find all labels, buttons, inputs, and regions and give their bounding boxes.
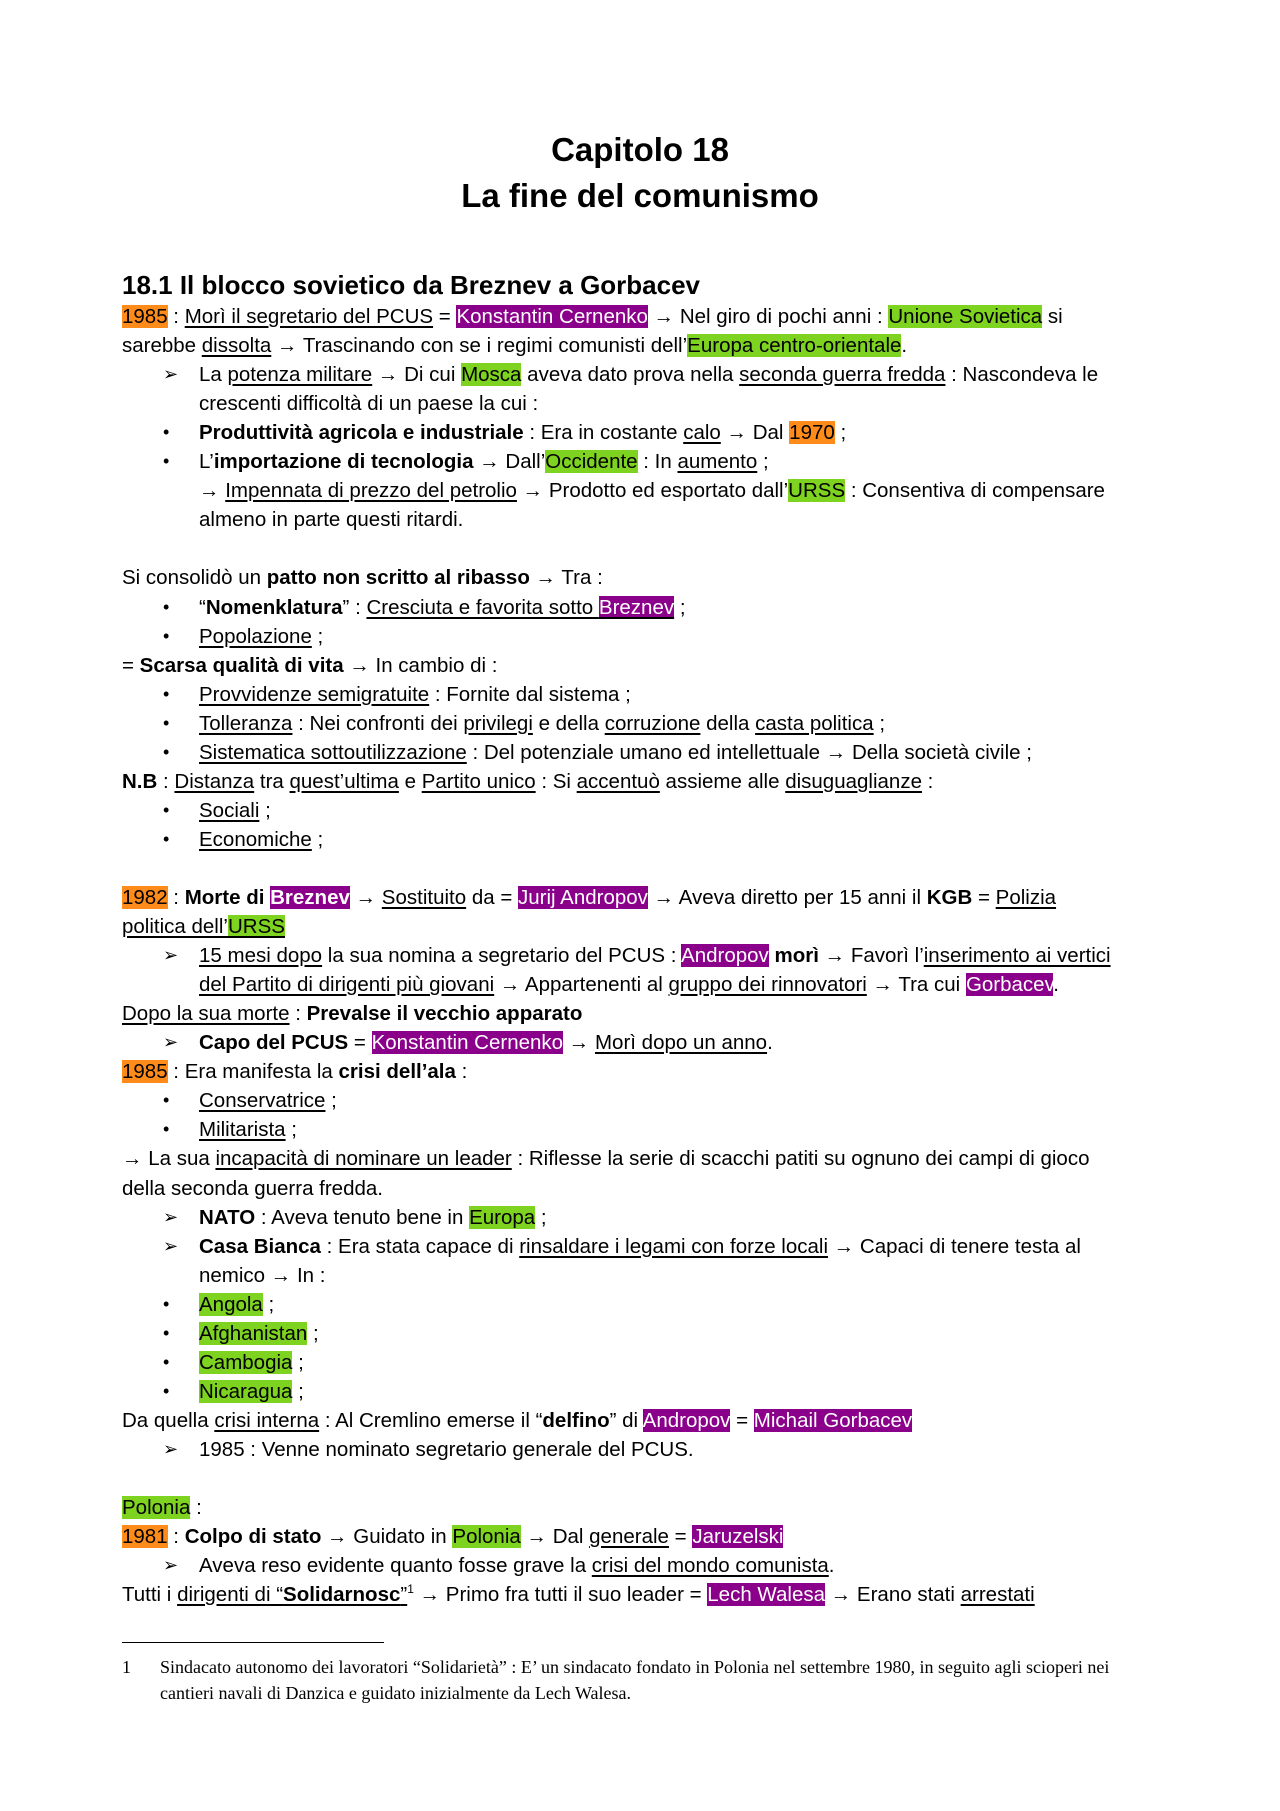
bullet-marker: • <box>163 683 170 704</box>
text-line: del Partito di dirigenti più giovani → Appartenenti al gruppo dei rinnovatori → Tra cui Gorbacev. <box>199 973 1059 997</box>
text-line: 1985 : Era manifesta la crisi dell’ala : <box>122 1060 468 1084</box>
underlined-text: Conservatrice <box>199 1089 326 1113</box>
bullet-marker: • <box>163 712 170 733</box>
person-highlight: Konstantin Cernenko <box>371 1031 564 1055</box>
text-line: Sociali ; <box>199 798 271 822</box>
text-line: N.B : Distanza tra quest’ultima e Partito unico : Si accentuò assieme alle disuguaglianze : <box>122 769 934 793</box>
place-highlight: Angola <box>199 1292 263 1316</box>
person-highlight: Breznev <box>598 595 675 619</box>
underlined-text: 15 mesi dopo <box>199 944 323 968</box>
text-line: Si consolidò un patto non scritto al ribasso → Tra : <box>122 566 603 590</box>
place-highlight: Nicaragua <box>199 1379 293 1403</box>
arrow-marker: ➢ <box>163 1206 179 1227</box>
text-line: Militarista ; <box>199 1118 297 1142</box>
place-highlight: Unione Sovietica <box>888 305 1043 328</box>
underlined-text: Polizia <box>995 886 1057 909</box>
bold-text: Solidarnosc <box>283 1583 401 1607</box>
underlined-text: disuguaglianze <box>785 769 922 793</box>
place-highlight: Mosca <box>461 363 522 387</box>
bold-text: Produttività agricola e industriale <box>199 421 524 445</box>
text-line: Capo del PCUS = Konstantin Cernenko → Morì dopo un anno. <box>199 1031 773 1055</box>
text-line: 1981 : Colpo di stato → Guidato in Polonia → Dal generale = Jaruzelski <box>122 1525 784 1549</box>
underlined-text: Economiche <box>199 827 312 851</box>
underlined-text: Popolazione <box>199 624 312 648</box>
text-line: Afghanistan ; <box>199 1321 319 1345</box>
place-highlight: URSS <box>227 915 285 939</box>
person-highlight: Gorbacev <box>965 973 1054 997</box>
underlined-text: accentuò <box>576 769 660 793</box>
bold-text: delfino <box>542 1408 610 1432</box>
bold-text: Scarsa qualità di vita <box>139 653 344 677</box>
bold-text: importazione di tecnologia <box>213 450 474 474</box>
text-line: almeno in parte questi ritardi. <box>199 508 464 532</box>
bold-text: Casa Bianca <box>199 1234 321 1258</box>
text-line: → Impennata di prezzo del petrolio → Prodotto ed esportato dall’URSS : Consentiva di compensare <box>199 479 1105 503</box>
text-line: 15 mesi dopo la sua nomina a segretario del PCUS : Andropov morì → Favorì l’inserimento ai vertici <box>199 944 1111 968</box>
arrow-marker: ➢ <box>163 364 179 385</box>
bullet-marker: • <box>163 799 170 820</box>
place-highlight: URSS <box>788 479 846 503</box>
underlined-text: dirigenti di “Solidarnosc” <box>177 1583 408 1607</box>
text-line: La potenza militare → Di cui Mosca aveva dato prova nella seconda guerra fredda : Nascondeva le <box>199 363 1099 387</box>
date-highlight: 1982 <box>122 886 168 909</box>
text-line: 1982 : Morte di Breznev → Sostituito da = Jurij Andropov → Aveva diretto per 15 anni il KGB = Polizia <box>122 886 1057 909</box>
text-line: Popolazione ; <box>199 624 324 648</box>
text-line: Tutti i dirigenti di “Solidarnosc”$^1$ → Primo fra tutti il suo leader = Lech Walesa → Erano stati arrestati <box>122 1582 1035 1607</box>
arrow-marker: ➢ <box>163 1032 179 1053</box>
text-line: Angola ; <box>199 1292 275 1316</box>
underlined-text: potenza militare <box>227 363 373 387</box>
underlined-text: Sostituito <box>381 886 467 909</box>
underlined-text: aumento <box>677 450 758 474</box>
date-highlight: 1985 <box>122 1060 168 1084</box>
bold-text: Prevalse il vecchio apparato <box>306 1002 583 1026</box>
underlined-text: dissolta <box>201 334 272 358</box>
bullet-marker: • <box>163 1351 170 1372</box>
underlined-text: Dopo la sua morte <box>122 1002 290 1026</box>
footnote-reference: 1 <box>407 1582 414 1597</box>
place-highlight: Occidente <box>545 450 638 474</box>
underlined-text: Distanza <box>174 769 255 793</box>
person-highlight: Jurij Andropov <box>518 886 648 909</box>
footnote-text: Sindacato autonomo dei lavoratori “Solidarietà” : E’ un sindacato fondato in Polonia nel settembre 1980, in seguito agli scioperi nei cantieri navali di Danzica e guidato inizialmente da Lech Walesa. <box>160 1657 1110 1703</box>
text-line: della seconda guerra fredda. <box>122 1176 383 1200</box>
underlined-text: rinsaldare i legami con forze locali <box>519 1234 828 1258</box>
text-line: Conservatrice ; <box>199 1089 337 1113</box>
underlined-text: incapacità di nominare un leader <box>215 1147 512 1171</box>
section-heading: 18.1 Il blocco sovietico da Breznev a Gorbacev <box>122 270 701 300</box>
underlined-text: seconda guerra fredda <box>739 363 946 387</box>
bullet-marker: • <box>163 1322 170 1343</box>
bullet-marker: • <box>163 1119 170 1140</box>
text-line: Sistematica sottoutilizzazione : Del potenziale umano ed intellettuale → Della società civile ; <box>199 740 1032 764</box>
text-line: “Nomenklatura” : Cresciuta e favorita sotto Breznev ; <box>199 595 686 619</box>
bold-text: NATO <box>199 1205 256 1229</box>
date-highlight: 1970 <box>789 421 835 445</box>
bullet-marker: • <box>163 1090 170 1111</box>
bold-text: Colpo di stato <box>184 1525 322 1549</box>
text-line: Polonia : <box>122 1496 202 1520</box>
text-line: 1985 : Morì il segretario del PCUS = Konstantin Cernenko → Nel giro di pochi anni : Unione Sovietica si <box>122 305 1063 328</box>
person-highlight: Konstantin Cernenko <box>456 305 648 328</box>
underlined-text: Partito unico <box>421 769 536 793</box>
underlined-text: inserimento ai vertici <box>923 944 1111 968</box>
bold-text: Capo del PCUS <box>199 1031 349 1055</box>
place-highlight: Europa centro-orientale <box>687 334 902 358</box>
underlined-text: calo <box>683 421 721 445</box>
person-highlight: Lech Walesa <box>707 1583 826 1607</box>
person-highlight: Michail Gorbacev <box>753 1408 913 1432</box>
bullet-marker: • <box>163 625 170 646</box>
bold-text: N.B <box>122 769 158 793</box>
bullet-marker: • <box>163 451 170 472</box>
place-highlight: Polonia <box>452 1525 521 1549</box>
text-line: nemico → In : <box>199 1263 326 1287</box>
bullet-marker: • <box>163 741 170 762</box>
underlined-text: crisi interna <box>214 1408 320 1432</box>
arrow-marker: ➢ <box>163 1555 179 1576</box>
bold-text: Nomenklatura <box>205 595 343 619</box>
text-line: Economiche ; <box>199 827 324 851</box>
text-line: Aveva reso evidente quanto fosse grave la crisi del mondo comunista. <box>199 1554 835 1578</box>
text-line: = Scarsa qualità di vita → In cambio di : <box>122 653 498 677</box>
underlined-text: corruzione <box>604 711 701 735</box>
chapter-title: La fine del comunismo <box>461 177 819 214</box>
text-line <box>122 912 285 941</box>
text-line: Dopo la sua morte : Prevalse il vecchio apparato <box>122 1002 583 1026</box>
arrow-marker: ➢ <box>163 945 179 966</box>
footnote-divider <box>122 1642 384 1643</box>
text-line: Nicaragua ; <box>199 1379 304 1403</box>
underlined-text: privilegi <box>463 711 533 735</box>
arrow-marker: ➢ <box>163 1235 179 1256</box>
underlined-text: gruppo dei rinnovatori <box>668 973 867 997</box>
text-line: Provvidenze semigratuite : Fornite dal sistema ; <box>199 682 631 706</box>
text-line: → La sua incapacità di nominare un leader : Riflesse la serie di scacchi patiti su ognuno dei campi di gioco <box>122 1147 1090 1171</box>
text-line: NATO : Aveva tenuto bene in Europa ; <box>199 1205 547 1229</box>
person-highlight: Andropov <box>642 1408 731 1432</box>
place-highlight: Cambogia <box>199 1350 293 1374</box>
underlined-text: generale <box>589 1525 669 1549</box>
underlined-text: politica dell’URSS <box>122 915 285 939</box>
bold-text: KGB <box>926 886 973 909</box>
underlined-text: del Partito di dirigenti più giovani <box>199 973 495 997</box>
text-line: 1985 : Venne nominato segretario generale del PCUS. <box>199 1437 694 1461</box>
underlined-text: Tolleranza <box>199 711 293 735</box>
bullet-marker: • <box>163 828 170 849</box>
underlined-text: Morì il segretario del PCUS <box>184 305 434 328</box>
person-highlight: Andropov <box>681 944 769 968</box>
bold-text: morì <box>774 944 819 968</box>
underlined-text: casta politica <box>755 711 874 735</box>
text-line: crescenti difficoltà di un paese la cui : <box>199 392 539 416</box>
arrow-marker: ➢ <box>163 1438 179 1459</box>
text-line: Tolleranza : Nei confronti dei privilegi e della corruzione della casta politica ; <box>199 711 886 735</box>
bullet-marker: • <box>163 596 170 617</box>
bold-text: crisi dell’ala <box>338 1060 456 1084</box>
footnote-number: 1 <box>122 1657 131 1677</box>
text-line: Casa Bianca : Era stata capace di rinsaldare i legami con forze locali → Capaci di tenere testa al <box>199 1234 1081 1258</box>
bullet-marker: • <box>163 1293 170 1314</box>
place-highlight: Europa <box>469 1205 536 1229</box>
bullet-marker: • <box>163 1380 170 1401</box>
chapter-number: Capitolo 18 <box>551 131 729 168</box>
person-highlight: Jaruzelski <box>692 1525 784 1549</box>
bullet-marker: • <box>163 422 170 443</box>
underlined-text: arrestati <box>960 1583 1035 1607</box>
bold-text: patto non scritto al ribasso <box>266 566 530 590</box>
text-line: L’importazione di tecnologia → Dall’Occidente : In aumento ; <box>199 450 769 474</box>
date-highlight: 1985 <box>122 305 168 328</box>
text-line: Da quella crisi interna : Al Cremlino emerse il “delfino” di Andropov = Michail Gorbacev <box>122 1408 913 1432</box>
place-highlight: Polonia <box>122 1496 191 1520</box>
underlined-text: Sistematica sottoutilizzazione <box>199 740 467 764</box>
underlined-text: Cresciuta e favorita sotto Breznev <box>366 595 675 619</box>
date-highlight: 1981 <box>122 1525 168 1549</box>
underlined-text: crisi del mondo comunista <box>591 1554 829 1578</box>
underlined-text: Provvidenze semigratuite <box>199 682 430 706</box>
place-highlight: Afghanistan <box>199 1321 308 1345</box>
underlined-text: Impennata di prezzo del petrolio <box>225 479 517 503</box>
person-highlight: Breznev <box>270 886 350 909</box>
text-line: sarebbe dissolta → Trascinando con se i regimi comunisti dell’Europa centro-orientale. <box>122 334 908 358</box>
underlined-text: Morì dopo un anno <box>594 1031 768 1055</box>
underlined-text: Militarista <box>199 1118 286 1142</box>
bold-text: Morte di Breznev <box>184 886 350 909</box>
text-line: Produttività agricola e industriale : Era in costante calo → Dal 1970 ; <box>199 421 847 445</box>
text-line: Cambogia ; <box>199 1350 304 1374</box>
underlined-text: Sociali <box>199 798 260 822</box>
underlined-text: quest’ultima <box>289 769 399 793</box>
